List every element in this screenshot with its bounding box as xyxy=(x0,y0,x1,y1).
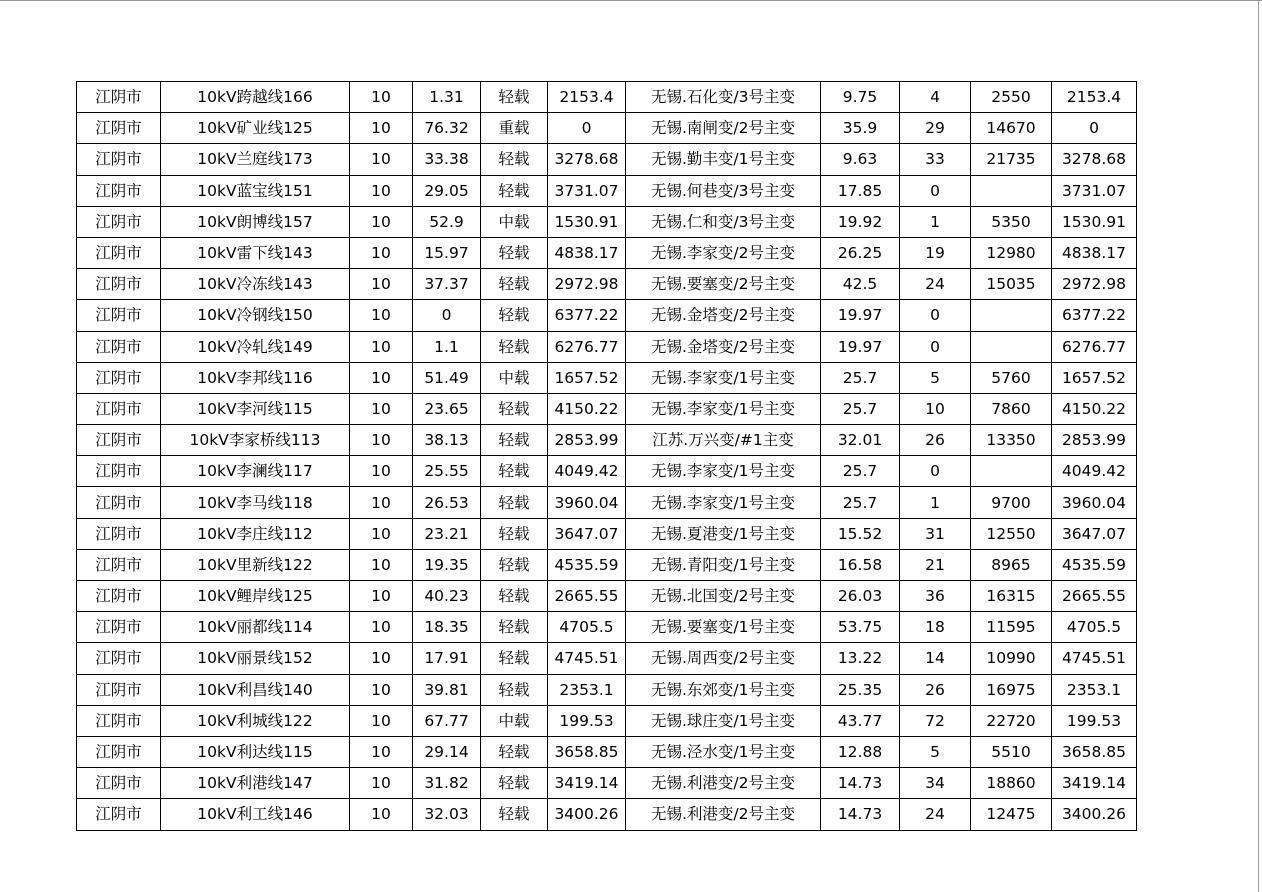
city-cell: 江阴市 xyxy=(77,206,161,237)
voltage-cell: 10 xyxy=(350,487,413,518)
load-rate-cell: 76.32 xyxy=(413,113,481,144)
table-row xyxy=(77,799,1137,830)
capacity-cell xyxy=(971,175,1052,206)
transformer-load-rate-cell: 9.75 xyxy=(821,82,900,113)
table-row xyxy=(77,643,1137,674)
remaining-capacity-cell: 4049.42 xyxy=(1052,456,1137,487)
load-rate-cell: 19.35 xyxy=(413,549,481,580)
available-capacity-cell: 2353.1 xyxy=(548,674,626,705)
main-transformer-cell: 无锡.利港变/2号主变 xyxy=(626,799,821,830)
city-cell: 江阴市 xyxy=(77,82,161,113)
main-transformer-cell: 无锡.青阳变/1号主变 xyxy=(626,549,821,580)
city-cell: 江阴市 xyxy=(77,425,161,456)
remaining-capacity-cell: 2153.4 xyxy=(1052,82,1137,113)
feeder-line-cell: 10kV里新线122 xyxy=(161,549,350,580)
table-row xyxy=(77,768,1137,799)
main-transformer-cell: 无锡.要塞变/1号主变 xyxy=(626,612,821,643)
voltage-cell: 10 xyxy=(350,549,413,580)
remaining-capacity-cell: 1530.91 xyxy=(1052,206,1137,237)
city-cell: 江阴市 xyxy=(77,300,161,331)
feeder-line-cell: 10kV跨越线166 xyxy=(161,82,350,113)
available-capacity-cell: 1530.91 xyxy=(548,206,626,237)
transformer-load-rate-cell: 26.25 xyxy=(821,237,900,268)
available-capacity-cell: 0 xyxy=(548,113,626,144)
available-capacity-cell: 4049.42 xyxy=(548,456,626,487)
load-status-cell: 轻载 xyxy=(481,300,548,331)
capacity-cell: 2550 xyxy=(971,82,1052,113)
remaining-capacity-cell: 4535.59 xyxy=(1052,549,1137,580)
voltage-cell: 10 xyxy=(350,269,413,300)
feeder-line-cell: 10kV李邦线116 xyxy=(161,362,350,393)
available-capacity-cell: 2665.55 xyxy=(548,581,626,612)
transformer-count-cell: 33 xyxy=(900,144,971,175)
main-transformer-cell: 无锡.北国变/2号主变 xyxy=(626,581,821,612)
transformer-count-cell: 18 xyxy=(900,612,971,643)
table-row xyxy=(77,331,1137,362)
transformer-count-cell: 31 xyxy=(900,518,971,549)
remaining-capacity-cell: 2853.99 xyxy=(1052,425,1137,456)
city-cell: 江阴市 xyxy=(77,549,161,580)
table-row xyxy=(77,612,1137,643)
transformer-load-rate-cell: 25.35 xyxy=(821,674,900,705)
remaining-capacity-cell: 3278.68 xyxy=(1052,144,1137,175)
table-row xyxy=(77,549,1137,580)
remaining-capacity-cell: 4705.5 xyxy=(1052,612,1137,643)
load-status-cell: 轻载 xyxy=(481,82,548,113)
table-row xyxy=(77,269,1137,300)
city-cell: 江阴市 xyxy=(77,581,161,612)
table-row xyxy=(77,82,1137,113)
transformer-count-cell: 34 xyxy=(900,768,971,799)
voltage-cell: 10 xyxy=(350,113,413,144)
available-capacity-cell: 3400.26 xyxy=(548,799,626,830)
table-row xyxy=(77,113,1137,144)
voltage-cell: 10 xyxy=(350,175,413,206)
load-rate-cell: 29.05 xyxy=(413,175,481,206)
table-row xyxy=(77,581,1137,612)
page-top-edge xyxy=(0,0,1262,1)
load-status-cell: 轻载 xyxy=(481,612,548,643)
available-capacity-cell: 4838.17 xyxy=(548,237,626,268)
available-capacity-cell: 3960.04 xyxy=(548,487,626,518)
main-transformer-cell: 无锡.李家变/1号主变 xyxy=(626,362,821,393)
main-transformer-cell: 无锡.李家变/1号主变 xyxy=(626,393,821,424)
feeder-line-cell: 10kV利港线147 xyxy=(161,768,350,799)
feeder-line-cell: 10kV李庄线112 xyxy=(161,518,350,549)
feeder-line-cell: 10kV丽景线152 xyxy=(161,643,350,674)
feeder-line-cell: 10kV雷下线143 xyxy=(161,237,350,268)
feeder-line-cell: 10kV冷冻线143 xyxy=(161,269,350,300)
load-status-cell: 中载 xyxy=(481,206,548,237)
transformer-count-cell: 4 xyxy=(900,82,971,113)
transformer-count-cell: 19 xyxy=(900,237,971,268)
main-transformer-cell: 无锡.利港变/2号主变 xyxy=(626,768,821,799)
feeder-line-cell: 10kV冷轧线149 xyxy=(161,331,350,362)
table-row xyxy=(77,393,1137,424)
load-status-cell: 轻载 xyxy=(481,643,548,674)
voltage-cell: 10 xyxy=(350,237,413,268)
available-capacity-cell: 3419.14 xyxy=(548,768,626,799)
transformer-count-cell: 29 xyxy=(900,113,971,144)
city-cell: 江阴市 xyxy=(77,518,161,549)
capacity-cell: 13350 xyxy=(971,425,1052,456)
transformer-load-rate-cell: 14.73 xyxy=(821,768,900,799)
capacity-cell xyxy=(971,456,1052,487)
capacity-cell xyxy=(971,331,1052,362)
transformer-load-rate-cell: 53.75 xyxy=(821,612,900,643)
table-row xyxy=(77,736,1137,767)
remaining-capacity-cell: 3419.14 xyxy=(1052,768,1137,799)
city-cell: 江阴市 xyxy=(77,144,161,175)
voltage-cell: 10 xyxy=(350,144,413,175)
voltage-cell: 10 xyxy=(350,799,413,830)
transformer-load-rate-cell: 9.63 xyxy=(821,144,900,175)
transformer-load-rate-cell: 26.03 xyxy=(821,581,900,612)
voltage-cell: 10 xyxy=(350,768,413,799)
transformer-load-rate-cell: 14.73 xyxy=(821,799,900,830)
feeder-line-cell: 10kV利城线122 xyxy=(161,705,350,736)
load-rate-cell: 26.53 xyxy=(413,487,481,518)
transformer-count-cell: 36 xyxy=(900,581,971,612)
transformer-load-rate-cell: 25.7 xyxy=(821,362,900,393)
table-row xyxy=(77,362,1137,393)
transformer-load-rate-cell: 13.22 xyxy=(821,643,900,674)
voltage-cell: 10 xyxy=(350,612,413,643)
load-status-cell: 轻载 xyxy=(481,144,548,175)
main-transformer-cell: 无锡.球庄变/1号主变 xyxy=(626,705,821,736)
city-cell: 江阴市 xyxy=(77,113,161,144)
transformer-load-rate-cell: 12.88 xyxy=(821,736,900,767)
capacity-cell: 21735 xyxy=(971,144,1052,175)
voltage-cell: 10 xyxy=(350,456,413,487)
main-transformer-cell: 无锡.何巷变/3号主变 xyxy=(626,175,821,206)
feeder-line-cell: 10kV利工线146 xyxy=(161,799,350,830)
available-capacity-cell: 3647.07 xyxy=(548,518,626,549)
load-rate-cell: 67.77 xyxy=(413,705,481,736)
city-cell: 江阴市 xyxy=(77,705,161,736)
available-capacity-cell: 2972.98 xyxy=(548,269,626,300)
voltage-cell: 10 xyxy=(350,581,413,612)
remaining-capacity-cell: 2665.55 xyxy=(1052,581,1137,612)
transformer-load-rate-cell: 25.7 xyxy=(821,393,900,424)
load-status-cell: 轻载 xyxy=(481,581,548,612)
table-row xyxy=(77,425,1137,456)
load-rate-cell: 32.03 xyxy=(413,799,481,830)
feeder-line-cell: 10kV矿业线125 xyxy=(161,113,350,144)
table-row xyxy=(77,456,1137,487)
load-status-cell: 轻载 xyxy=(481,799,548,830)
city-cell: 江阴市 xyxy=(77,736,161,767)
load-rate-cell: 1.31 xyxy=(413,82,481,113)
main-transformer-cell: 无锡.金塔变/2号主变 xyxy=(626,300,821,331)
available-capacity-cell: 4745.51 xyxy=(548,643,626,674)
available-capacity-cell: 199.53 xyxy=(548,705,626,736)
table-row xyxy=(77,487,1137,518)
main-transformer-cell: 无锡.石化变/3号主变 xyxy=(626,82,821,113)
city-cell: 江阴市 xyxy=(77,175,161,206)
load-status-cell: 轻载 xyxy=(481,518,548,549)
load-rate-cell: 31.82 xyxy=(413,768,481,799)
load-rate-cell: 52.9 xyxy=(413,206,481,237)
capacity-cell: 10990 xyxy=(971,643,1052,674)
feeder-line-cell: 10kV丽都线114 xyxy=(161,612,350,643)
transformer-load-rate-cell: 43.77 xyxy=(821,705,900,736)
main-transformer-cell: 无锡.金塔变/2号主变 xyxy=(626,331,821,362)
capacity-cell: 5760 xyxy=(971,362,1052,393)
table-row xyxy=(77,705,1137,736)
load-rate-cell: 40.23 xyxy=(413,581,481,612)
capacity-cell xyxy=(971,300,1052,331)
load-status-cell: 轻载 xyxy=(481,269,548,300)
main-transformer-cell: 江苏.万兴变/#1主变 xyxy=(626,425,821,456)
voltage-cell: 10 xyxy=(350,674,413,705)
table-row xyxy=(77,237,1137,268)
transformer-count-cell: 14 xyxy=(900,643,971,674)
remaining-capacity-cell: 2972.98 xyxy=(1052,269,1137,300)
load-status-cell: 轻载 xyxy=(481,456,548,487)
capacity-cell: 8965 xyxy=(971,549,1052,580)
load-rate-cell: 17.91 xyxy=(413,643,481,674)
city-cell: 江阴市 xyxy=(77,487,161,518)
capacity-cell: 18860 xyxy=(971,768,1052,799)
available-capacity-cell: 3278.68 xyxy=(548,144,626,175)
capacity-cell: 15035 xyxy=(971,269,1052,300)
remaining-capacity-cell: 3400.26 xyxy=(1052,799,1137,830)
available-capacity-cell: 6377.22 xyxy=(548,300,626,331)
voltage-cell: 10 xyxy=(350,643,413,674)
available-capacity-cell: 4150.22 xyxy=(548,393,626,424)
voltage-cell: 10 xyxy=(350,393,413,424)
transformer-count-cell: 21 xyxy=(900,549,971,580)
feeder-line-cell: 10kV蓝宝线151 xyxy=(161,175,350,206)
remaining-capacity-cell: 2353.1 xyxy=(1052,674,1137,705)
transformer-count-cell: 0 xyxy=(900,456,971,487)
main-transformer-cell: 无锡.要塞变/2号主变 xyxy=(626,269,821,300)
remaining-capacity-cell: 199.53 xyxy=(1052,705,1137,736)
feeder-line-cell: 10kV鲤岸线125 xyxy=(161,581,350,612)
load-rate-cell: 51.49 xyxy=(413,362,481,393)
feeder-line-cell: 10kV冷钢线150 xyxy=(161,300,350,331)
remaining-capacity-cell: 3731.07 xyxy=(1052,175,1137,206)
transformer-count-cell: 10 xyxy=(900,393,971,424)
capacity-cell: 5350 xyxy=(971,206,1052,237)
load-status-cell: 轻载 xyxy=(481,237,548,268)
remaining-capacity-cell: 3960.04 xyxy=(1052,487,1137,518)
voltage-cell: 10 xyxy=(350,518,413,549)
transformer-count-cell: 24 xyxy=(900,269,971,300)
city-cell: 江阴市 xyxy=(77,393,161,424)
transformer-count-cell: 26 xyxy=(900,425,971,456)
main-transformer-cell: 无锡.李家变/1号主变 xyxy=(626,487,821,518)
load-rate-cell: 23.21 xyxy=(413,518,481,549)
available-capacity-cell: 4535.59 xyxy=(548,549,626,580)
capacity-cell: 12550 xyxy=(971,518,1052,549)
transformer-load-rate-cell: 25.7 xyxy=(821,487,900,518)
load-status-cell: 中载 xyxy=(481,705,548,736)
transformer-count-cell: 1 xyxy=(900,487,971,518)
capacity-cell: 7860 xyxy=(971,393,1052,424)
transformer-count-cell: 5 xyxy=(900,736,971,767)
transformer-count-cell: 1 xyxy=(900,206,971,237)
load-status-cell: 轻载 xyxy=(481,425,548,456)
table-row xyxy=(77,206,1137,237)
load-status-cell: 轻载 xyxy=(481,736,548,767)
load-status-cell: 轻载 xyxy=(481,487,548,518)
feeder-line-cell: 10kV利达线115 xyxy=(161,736,350,767)
feeder-line-cell: 10kV朗博线157 xyxy=(161,206,350,237)
remaining-capacity-cell: 4838.17 xyxy=(1052,237,1137,268)
voltage-cell: 10 xyxy=(350,82,413,113)
city-cell: 江阴市 xyxy=(77,269,161,300)
transformer-count-cell: 26 xyxy=(900,674,971,705)
load-status-cell: 轻载 xyxy=(481,549,548,580)
city-cell: 江阴市 xyxy=(77,643,161,674)
feeder-line-cell: 10kV利昌线140 xyxy=(161,674,350,705)
transformer-count-cell: 5 xyxy=(900,362,971,393)
load-rate-cell: 37.37 xyxy=(413,269,481,300)
table-row xyxy=(77,518,1137,549)
voltage-cell: 10 xyxy=(350,705,413,736)
transformer-count-cell: 0 xyxy=(900,300,971,331)
load-rate-cell: 18.35 xyxy=(413,612,481,643)
transformer-load-rate-cell: 32.01 xyxy=(821,425,900,456)
transformer-load-rate-cell: 25.7 xyxy=(821,456,900,487)
remaining-capacity-cell: 0 xyxy=(1052,113,1137,144)
load-status-cell: 重载 xyxy=(481,113,548,144)
capacity-cell: 12475 xyxy=(971,799,1052,830)
main-transformer-cell: 无锡.周西变/2号主变 xyxy=(626,643,821,674)
main-transformer-cell: 无锡.仁和变/3号主变 xyxy=(626,206,821,237)
main-transformer-cell: 无锡.勤丰变/1号主变 xyxy=(626,144,821,175)
feeder-line-cell: 10kV李河线115 xyxy=(161,393,350,424)
remaining-capacity-cell: 6276.77 xyxy=(1052,331,1137,362)
transformer-count-cell: 72 xyxy=(900,705,971,736)
feeder-line-cell: 10kV李家桥线113 xyxy=(161,425,350,456)
available-capacity-cell: 4705.5 xyxy=(548,612,626,643)
remaining-capacity-cell: 3658.85 xyxy=(1052,736,1137,767)
remaining-capacity-cell: 6377.22 xyxy=(1052,300,1137,331)
page-right-edge xyxy=(1258,0,1259,892)
feeder-line-cell: 10kV李澜线117 xyxy=(161,456,350,487)
load-status-cell: 中载 xyxy=(481,362,548,393)
available-capacity-cell: 3658.85 xyxy=(548,736,626,767)
load-rate-cell: 23.65 xyxy=(413,393,481,424)
transformer-load-rate-cell: 19.97 xyxy=(821,331,900,362)
main-transformer-cell: 无锡.李家变/2号主变 xyxy=(626,237,821,268)
load-rate-cell: 0 xyxy=(413,300,481,331)
capacity-cell: 12980 xyxy=(971,237,1052,268)
feeder-line-cell: 10kV兰庭线173 xyxy=(161,144,350,175)
capacity-cell: 16315 xyxy=(971,581,1052,612)
transformer-load-rate-cell: 42.5 xyxy=(821,269,900,300)
voltage-cell: 10 xyxy=(350,362,413,393)
capacity-cell: 11595 xyxy=(971,612,1052,643)
city-cell: 江阴市 xyxy=(77,612,161,643)
load-rate-cell: 25.55 xyxy=(413,456,481,487)
transformer-count-cell: 0 xyxy=(900,331,971,362)
main-transformer-cell: 无锡.东郊变/1号主变 xyxy=(626,674,821,705)
table-row xyxy=(77,144,1137,175)
remaining-capacity-cell: 4745.51 xyxy=(1052,643,1137,674)
load-status-cell: 轻载 xyxy=(481,175,548,206)
voltage-cell: 10 xyxy=(350,736,413,767)
city-cell: 江阴市 xyxy=(77,331,161,362)
remaining-capacity-cell: 1657.52 xyxy=(1052,362,1137,393)
main-transformer-cell: 无锡.南闸变/2号主变 xyxy=(626,113,821,144)
transformer-load-rate-cell: 15.52 xyxy=(821,518,900,549)
load-rate-cell: 33.38 xyxy=(413,144,481,175)
transformer-load-rate-cell: 19.97 xyxy=(821,300,900,331)
city-cell: 江阴市 xyxy=(77,799,161,830)
available-capacity-cell: 2853.99 xyxy=(548,425,626,456)
available-capacity-cell: 6276.77 xyxy=(548,331,626,362)
capacity-cell: 5510 xyxy=(971,736,1052,767)
transformer-load-rate-cell: 19.92 xyxy=(821,206,900,237)
load-rate-cell: 29.14 xyxy=(413,736,481,767)
load-status-cell: 轻载 xyxy=(481,331,548,362)
remaining-capacity-cell: 4150.22 xyxy=(1052,393,1137,424)
table-row xyxy=(77,300,1137,331)
load-rate-cell: 38.13 xyxy=(413,425,481,456)
capacity-cell: 14670 xyxy=(971,113,1052,144)
load-rate-cell: 39.81 xyxy=(413,674,481,705)
available-capacity-cell: 2153.4 xyxy=(548,82,626,113)
available-capacity-cell: 3731.07 xyxy=(548,175,626,206)
voltage-cell: 10 xyxy=(350,425,413,456)
capacity-cell: 22720 xyxy=(971,705,1052,736)
transformer-load-rate-cell: 16.58 xyxy=(821,549,900,580)
table-row xyxy=(77,175,1137,206)
load-rate-cell: 15.97 xyxy=(413,237,481,268)
available-capacity-cell: 1657.52 xyxy=(548,362,626,393)
feeder-load-table xyxy=(76,81,1137,831)
city-cell: 江阴市 xyxy=(77,768,161,799)
transformer-load-rate-cell: 17.85 xyxy=(821,175,900,206)
transformer-count-cell: 24 xyxy=(900,799,971,830)
transformer-count-cell: 0 xyxy=(900,175,971,206)
city-cell: 江阴市 xyxy=(77,362,161,393)
city-cell: 江阴市 xyxy=(77,456,161,487)
main-transformer-cell: 无锡.泾水变/1号主变 xyxy=(626,736,821,767)
load-status-cell: 轻载 xyxy=(481,393,548,424)
remaining-capacity-cell: 3647.07 xyxy=(1052,518,1137,549)
table-row xyxy=(77,674,1137,705)
load-status-cell: 轻载 xyxy=(481,674,548,705)
transformer-load-rate-cell: 35.9 xyxy=(821,113,900,144)
capacity-cell: 16975 xyxy=(971,674,1052,705)
load-status-cell: 轻载 xyxy=(481,768,548,799)
main-transformer-cell: 无锡.夏港变/1号主变 xyxy=(626,518,821,549)
voltage-cell: 10 xyxy=(350,300,413,331)
city-cell: 江阴市 xyxy=(77,237,161,268)
main-transformer-cell: 无锡.李家变/1号主变 xyxy=(626,456,821,487)
voltage-cell: 10 xyxy=(350,331,413,362)
capacity-cell: 9700 xyxy=(971,487,1052,518)
city-cell: 江阴市 xyxy=(77,674,161,705)
table-body xyxy=(77,82,1137,831)
load-rate-cell: 1.1 xyxy=(413,331,481,362)
voltage-cell: 10 xyxy=(350,206,413,237)
feeder-line-cell: 10kV李马线118 xyxy=(161,487,350,518)
